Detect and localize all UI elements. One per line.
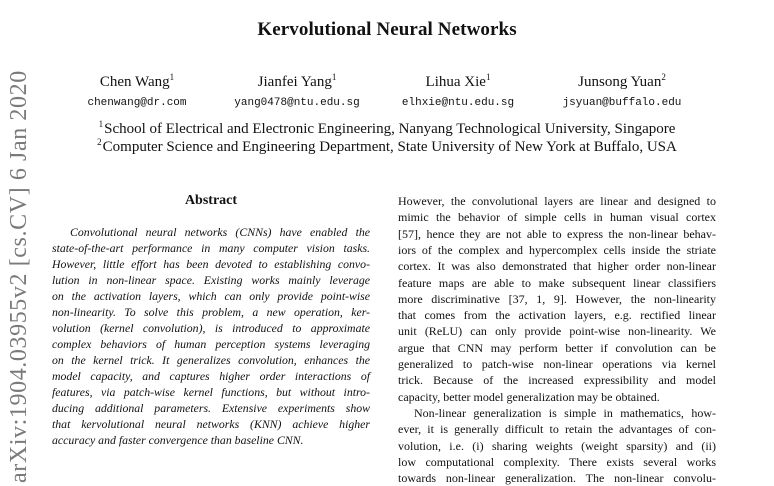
- author-block: [82, 72, 192, 109]
- arxiv-stamp: arXiv:1904.03955v2 [cs.CV] 6 Jan 2020: [6, 70, 32, 483]
- body-line: Non-linear generalization is simple in mathematics, how-: [414, 405, 716, 420]
- author-block: [222, 72, 372, 109]
- body-line: However, the convolutional layers are linear and designed to: [398, 194, 716, 208]
- abstract-line: Convolutional neural networks (CNNs) have enabled the: [70, 225, 370, 239]
- abstract-line: on the activation layers, which can only provide point-wise: [52, 289, 370, 303]
- abstract-line: state-of-the-art performance in many computer vision tasks.: [52, 241, 370, 255]
- body-line: generalized to patch-wise non-linear operations via kernel: [398, 357, 716, 371]
- abstract-line: on the kernel trick. It generalizes convolution, enhances the: [52, 353, 370, 367]
- abstract-line: model capacity, and captures higher order interactions of: [52, 369, 370, 383]
- body-line: cortex. It was also demonstrated that higher order non-linear: [398, 259, 716, 274]
- body-line: argue that CNN may perform better if convolution can be: [398, 340, 716, 355]
- affiliation: $^1$School of Electrical and Electronic Engineering, Nanyang Technological University, Singapore: [98, 119, 676, 137]
- abstract-line: features, via patch-wise kernel functions, but without intro-: [52, 385, 370, 399]
- abstract-line: complex behaviors of human perception systems leveraging: [52, 337, 370, 351]
- author-email: jsyuan@buffalo.edu: [562, 97, 682, 109]
- body-line: more discriminative [37, 1, 9]. However, the non-linearity: [398, 291, 716, 306]
- abstract-line: accuracy and faster convergence than baseline CNN.: [52, 433, 304, 447]
- author-block: [393, 72, 523, 109]
- abstract-line: non-linearity. To solve this problem, a new operation, ker-: [52, 305, 370, 319]
- body-line: ever, it is generally difficult to retain the advantages of con-: [398, 422, 716, 437]
- body-line: mimic the behavior of simple cells in human visual cortex: [398, 210, 716, 225]
- affiliation: $^2$Computer Science and Engineering Department, State University of New York at Buffalo, USA: [97, 137, 677, 155]
- abstract-line: lution in non-linear space. Existing works mainly leverage: [52, 273, 370, 287]
- abstract-line: However, little effort has been devoted to establishing convo-: [52, 257, 370, 271]
- body-line: towards non-linear generalization. The non-linear convolu-: [398, 471, 716, 486]
- body-line: low computational complexity. There exists several works: [398, 454, 716, 469]
- body-line: unit (ReLU) can only provide point-wise non-linearity. We: [398, 324, 716, 339]
- abstract-line: volution (kernel convolution), is introduced to approximate: [52, 321, 370, 335]
- body-line: that comes from the activation layers, e.g. rectified linear: [398, 308, 716, 323]
- abstract-line: that kervolutional neural networks (KNN) achieve higher: [52, 417, 370, 431]
- author-email: elhxie@ntu.edu.sg: [401, 97, 515, 109]
- body-line: trick. Because of the increased expressibility and model: [398, 373, 716, 388]
- body-line: [57], hence they are not able to express the non-linear behav-: [398, 226, 716, 241]
- author-name: Junsong Yuan$^2$: [578, 72, 666, 90]
- author-name: Lihua Xie$^1$: [425, 72, 491, 90]
- body-line: volution, i.e. (i) sharing weights (weight sparsity) and (ii): [398, 438, 716, 453]
- body-line: capacity, better model generalization may be obtained.: [398, 389, 660, 404]
- abstract-line: ducing additional parameters. Extensive experiments show: [52, 401, 370, 415]
- body-line: iors of the complex and hypercomplex cells inside the striate: [398, 242, 716, 257]
- author-name: Jianfei Yang$^1$: [257, 72, 337, 90]
- body-line: feature maps are able to make subsequent linear classifiers: [398, 275, 716, 290]
- abstract-heading: Abstract: [184, 193, 238, 208]
- author-email: yang0478@ntu.edu.sg: [234, 97, 360, 109]
- author-name: Chen Wang$^1$: [99, 72, 175, 90]
- paper-title: Kervolutional Neural Networks: [257, 19, 517, 40]
- author-email: chenwang@dr.com: [87, 97, 187, 109]
- author-block: [547, 72, 697, 109]
